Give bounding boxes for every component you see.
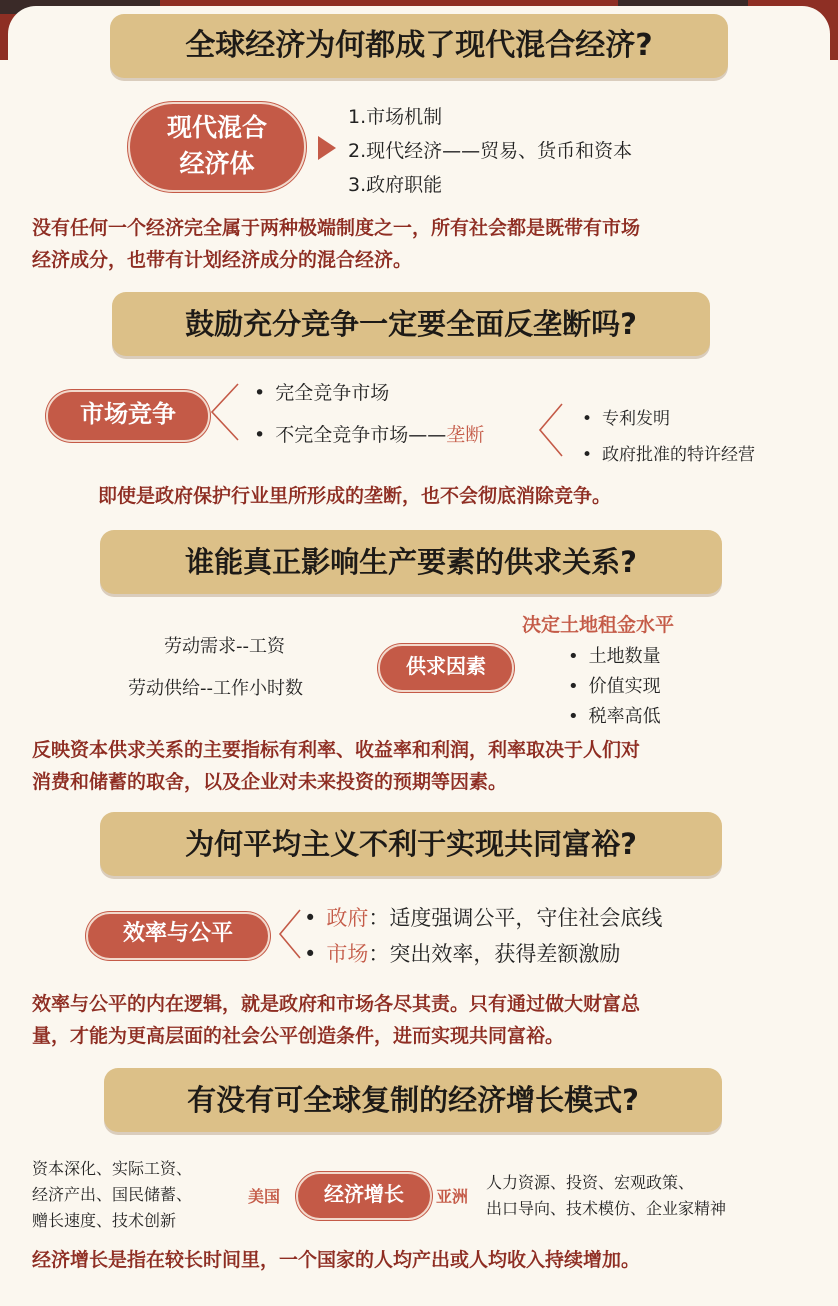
section5-left-1: 资本深化、实际工资、 [32, 1159, 193, 1178]
market-label [304, 942, 368, 966]
section4-item-1 [304, 902, 662, 932]
section1-title-banner: 全球经济为何都成了现代混合经济? [110, 14, 728, 78]
section2-title-banner: 鼓励充分竞争一定要全面反垄断吗? [112, 292, 710, 356]
section1-summary-line2: 经济成分，也带有计划经济成分的混合经济。 [32, 249, 413, 271]
section4-summary-line2: 量，才能为更高层面的社会公平创造条件，进而实现共同富裕。 [32, 1025, 565, 1047]
section4-summary [32, 988, 822, 1052]
asia-label: 亚洲 [436, 1187, 469, 1206]
market-text: ：突出效率，获得差额激励 [368, 942, 621, 966]
section5-title-banner: 有没有可全球复制的经济增长模式? [104, 1068, 722, 1132]
section4-title-banner: 为何平均主义不利于实现共同富裕? [100, 812, 722, 876]
section3-summary-line1: 反映资本供求关系的主要指标有利率、收益率和利润，利率取决于人们对 [32, 739, 641, 761]
market-label-text: 市场 [326, 942, 369, 966]
section2-summary: 即使是政府保护行业里所形成的垄断，也不会彻底消除竞争。 [98, 485, 612, 507]
section4-pill: 效率与公平 [86, 912, 270, 960]
section3-left-2: 劳动供给--工作小时数 [128, 678, 303, 699]
section1-summary-line1: 没有任何一个经济完全属于两种极端制度之一，所有社会都是既带有市场 [32, 217, 641, 239]
section5-right-1: 人力资源、投资、宏观政策、 [486, 1173, 695, 1192]
section2-item-2-text: • 不完全竞争市场—— [254, 424, 446, 446]
government-label-text: 政府 [326, 906, 369, 930]
usa-label: 美国 [248, 1187, 281, 1206]
section3-right-3: • 税率高低 [568, 702, 661, 728]
section2-item-1: • 完全竞争市场 [254, 378, 389, 405]
section1-item-2: 2.现代经济——贸易、货币和资本 [348, 140, 633, 162]
section3-left-1: 劳动需求--工资 [164, 636, 285, 657]
monopoly-label: 垄断 [446, 424, 485, 446]
section4-item-2 [304, 938, 620, 968]
section2-subitem-1: • 专利发明 [582, 404, 670, 429]
section2-subitem-2: • 政府批准的特许经营 [582, 440, 755, 465]
government-label [304, 906, 368, 930]
section5-pill: 经济增长 [296, 1172, 432, 1220]
section3-summary-line2: 消费和储蓄的取舍，以及企业对未来投资的预期等因素。 [32, 771, 508, 793]
section1-item-1: 1.市场机制 [348, 106, 443, 128]
section3-right-2: • 价值实现 [568, 672, 661, 698]
section2-pill: 市场竞争 [46, 390, 210, 442]
section5-left-3: 赠长速度、技术创新 [32, 1211, 177, 1230]
section3-right-1: • 土地数量 [568, 642, 661, 668]
section3-pill: 供求因素 [378, 644, 514, 692]
section5-left-2: 经济产出、国民储蓄、 [32, 1185, 193, 1204]
section5-summary: 经济增长是指在较长时间里，一个国家的人均产出或人均收入持续增加。 [32, 1249, 641, 1271]
government-text: ：适度强调公平，守住社会底线 [368, 906, 663, 930]
section1-pill-line2: 经济体 [179, 149, 255, 178]
section3-right-title: 决定土地租金水平 [522, 614, 675, 636]
section4-summary-line1: 效率与公平的内在逻辑，就是政府和市场各尽其责。只有通过做大财富总 [32, 993, 641, 1015]
section5-right-2: 出口导向、技术模仿、企业家精神 [486, 1199, 727, 1218]
section3-title-banner: 谁能真正影响生产要素的供求关系? [100, 530, 722, 594]
section1-item-3: 3.政府职能 [348, 174, 443, 196]
section1-pill-line1: 现代混合 [166, 113, 267, 142]
